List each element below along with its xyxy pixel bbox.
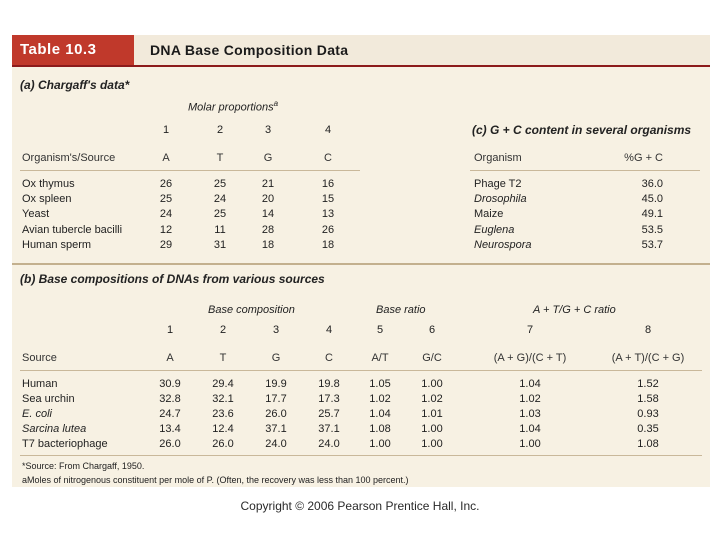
section-a-row-value: 14 (261, 208, 275, 220)
base-composition-label: Base composition (208, 304, 295, 316)
table-number: Table 10.3 (12, 35, 134, 65)
section-c-row-gc: 53.5 (641, 224, 663, 236)
section-b-row-value: 1.04 (369, 408, 391, 420)
section-c-gc-header: %G + C (624, 152, 663, 164)
section-b-col-head: (A + G)/(C + T) (493, 352, 567, 364)
section-b-row-value: 26.0 (265, 408, 287, 420)
section-b-row-source: T7 bacteriophage (22, 438, 108, 450)
section-a-row-value: 24 (159, 208, 173, 220)
section-a-row-source: Avian tubercle bacilli (22, 224, 123, 236)
footnote-source: *Source: From Chargaff, 1950. (22, 461, 145, 471)
section-a-row-source: Yeast (22, 208, 50, 220)
copyright-notice: Copyright © 2006 Pearson Prentice Hall, Inc. (240, 499, 480, 513)
section-a-row-value: 11 (214, 224, 226, 236)
section-b-row-source: Sea urchin (22, 393, 75, 405)
section-a-row-header: Organism's/Source (22, 152, 116, 164)
section-c-heading: (c) G + C content in several organisms (472, 123, 692, 137)
section-a-row-value: 31 (213, 239, 227, 251)
section-b-row-value: 1.04 (519, 423, 541, 435)
section-b-col-number: 1 (166, 324, 174, 336)
section-b-row-value: 1.02 (369, 393, 391, 405)
section-b-col-head: A/T (371, 352, 389, 364)
at-gc-ratio-label: A + T/G + C ratio (533, 304, 616, 316)
section-c-organism-header: Organism (474, 152, 522, 164)
section-a-row-value: 24 (213, 193, 227, 205)
section-a-col-base: C (324, 152, 332, 164)
section-c-row-organism: Drosophila (474, 193, 527, 205)
section-b-row-header: Source (22, 352, 57, 364)
section-c-row-gc: 36.0 (641, 178, 663, 190)
section-b-row-value: 32.1 (212, 393, 234, 405)
section-a-row-value: 12 (159, 224, 173, 236)
section-b-row-value: 13.4 (159, 423, 181, 435)
section-b-col-number: 7 (526, 324, 534, 336)
section-c-row-gc: 53.7 (641, 239, 663, 251)
section-b-row-value: 26.0 (159, 438, 181, 450)
section-b-row-value: 0.93 (637, 408, 659, 420)
section-b-row-value: 1.04 (519, 378, 541, 390)
section-b-row-value: 32.8 (159, 393, 181, 405)
section-b-row-value: 1.02 (421, 393, 443, 405)
section-b-row-value: 24.0 (318, 438, 340, 450)
section-b-row-value: 19.8 (318, 378, 340, 390)
section-b-row-value: 19.9 (265, 378, 287, 390)
base-ratio-label: Base ratio (376, 304, 426, 316)
section-b-row-value: 26.0 (212, 438, 234, 450)
section-b-col-number: 3 (272, 324, 280, 336)
section-c-row-gc: 49.1 (641, 208, 663, 220)
section-b-row-value: 1.05 (369, 378, 391, 390)
section-b-row-value: 24.7 (159, 408, 181, 420)
section-a-col-base: A (162, 152, 170, 164)
section-a-row-value: 18 (261, 239, 275, 251)
section-b-row-value: 0.35 (637, 423, 659, 435)
section-b-row-value: 1.08 (637, 438, 659, 450)
section-a-row-value: 28 (261, 224, 275, 236)
section-b-col-head: A (166, 352, 174, 364)
footnote-rule (20, 455, 702, 456)
section-c-row-gc: 45.0 (641, 193, 663, 205)
section-b-row-value: 1.02 (519, 393, 541, 405)
section-b-row-value: 30.9 (159, 378, 181, 390)
section-c-header-rule (470, 170, 700, 171)
table-panel (12, 35, 710, 487)
section-b-row-value: 29.4 (212, 378, 234, 390)
section-c-row-organism: Phage T2 (474, 178, 522, 190)
section-b-col-head: T (219, 352, 227, 364)
section-b-row-source: Sarcina lutea (22, 423, 87, 435)
table-title: DNA Base Composition Data (150, 42, 349, 58)
section-c-row-organism: Euglena (474, 224, 515, 236)
section-b-row-value: 12.4 (212, 423, 234, 435)
section-b-row-value: 37.1 (265, 423, 287, 435)
section-b-row-value: 17.7 (265, 393, 287, 405)
section-b-row-value: 37.1 (318, 423, 340, 435)
section-b-col-number: 2 (219, 324, 227, 336)
section-b-row-value: 1.58 (637, 393, 659, 405)
section-b-col-head: G (271, 352, 281, 364)
section-c-row-organism: Neurospora (474, 239, 532, 251)
section-a-col-number: 4 (324, 124, 332, 136)
section-b-row-value: 17.3 (318, 393, 340, 405)
section-a-row-value: 13 (321, 208, 335, 220)
section-a-col-number: 2 (216, 124, 224, 136)
section-a-row-source: Ox spleen (22, 193, 72, 205)
section-b-row-value: 1.01 (421, 408, 443, 420)
section-b-row-value: 1.00 (519, 438, 541, 450)
section-b-row-value: 1.03 (519, 408, 541, 420)
molar-proportions-label: Molar proportions$^a$ (188, 99, 279, 114)
section-a-row-value: 21 (261, 178, 275, 190)
section-a-row-source: Human sperm (22, 239, 92, 251)
section-a-col-number: 1 (162, 124, 170, 136)
section-b-col-head: G/C (422, 352, 442, 364)
section-a-col-base: G (263, 152, 273, 164)
section-a-row-value: 25 (213, 208, 227, 220)
section-a-row-value: 29 (159, 239, 173, 251)
section-a-row-value: 18 (321, 239, 335, 251)
section-c-row-organism: Maize (474, 208, 504, 220)
section-b-col-head: (A + T)/(C + G) (611, 352, 685, 364)
section-a-row-value: 25 (159, 193, 173, 205)
section-a-row-value: 16 (321, 178, 335, 190)
section-a-col-number: 3 (264, 124, 272, 136)
section-b-header-rule (20, 370, 702, 371)
section-b-row-value: 23.6 (212, 408, 234, 420)
section-b-row-value: 25.7 (318, 408, 340, 420)
section-b-col-number: 5 (376, 324, 384, 336)
section-b-row-value: 1.00 (369, 438, 391, 450)
section-b-col-head: C (325, 352, 333, 364)
section-b-row-value: 24.0 (265, 438, 287, 450)
section-a-row-value: 15 (321, 193, 335, 205)
section-divider (12, 263, 710, 265)
section-b-row-source: E. coli (22, 408, 52, 420)
section-b-row-value: 1.08 (369, 423, 391, 435)
section-b-row-value: 1.00 (421, 423, 443, 435)
section-b-heading: (b) Base compositions of DNAs from various sources (20, 272, 325, 286)
footnote-molar: aMoles of nitrogenous constituent per mole of P. (Often, the recovery was less than 100 percent.) (22, 475, 409, 485)
section-a-row-value: 25 (213, 178, 227, 190)
section-b-row-value: 1.00 (421, 378, 443, 390)
section-b-col-number: 6 (428, 324, 436, 336)
section-b-col-number: 4 (325, 324, 333, 336)
section-a-row-value: 26 (321, 224, 335, 236)
section-a-row-value: 26 (159, 178, 173, 190)
section-b-col-number: 8 (644, 324, 652, 336)
section-b-row-source: Human (22, 378, 58, 390)
section-b-row-value: 1.52 (637, 378, 659, 390)
section-a-row-source: Ox thymus (22, 178, 75, 190)
section-a-header-rule (20, 170, 360, 171)
section-a-row-value: 20 (261, 193, 275, 205)
section-b-row-value: 1.00 (421, 438, 443, 450)
section-a-heading: (a) Chargaff's data* (20, 78, 130, 92)
section-a-col-base: T (216, 152, 224, 164)
